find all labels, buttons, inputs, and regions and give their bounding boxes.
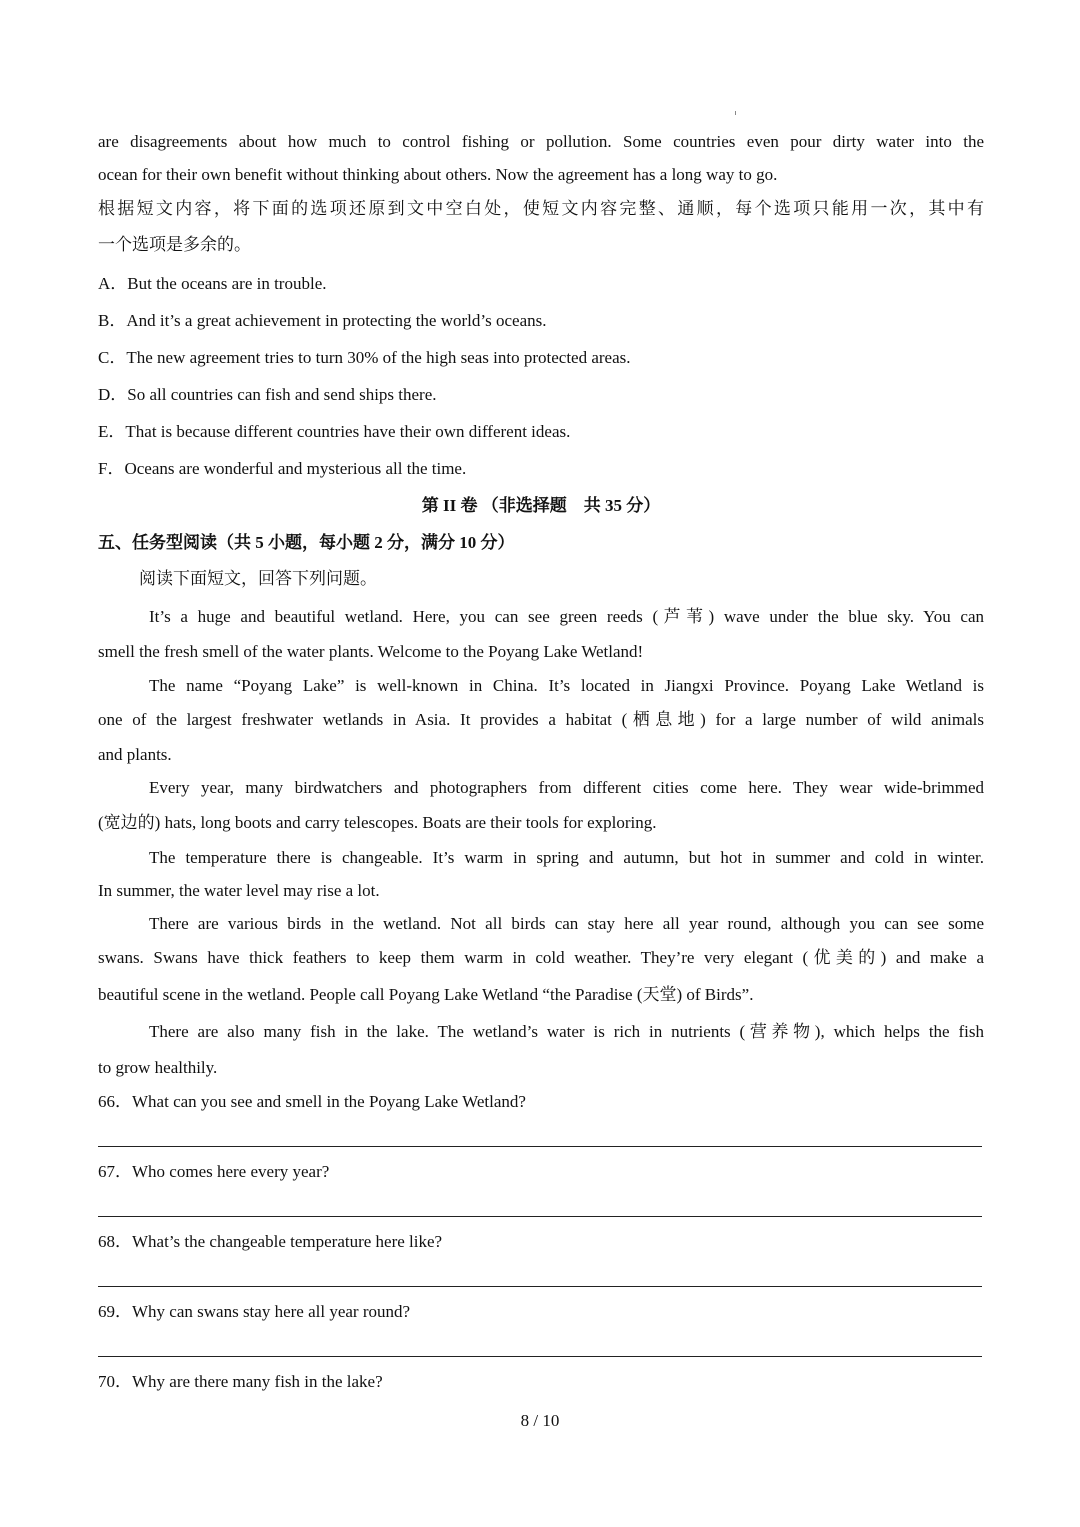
answer-line-67[interactable] xyxy=(98,1216,982,1217)
article-p4-line-1: The temperature there is changeable. It’s warm in spring and autumn, but hot in summer and cold in winter. xyxy=(149,848,984,867)
article-p6-line-2: to grow healthily. xyxy=(98,1058,218,1077)
option-b: B．And it’s a great achievement in protecting the world’s oceans. xyxy=(98,311,547,330)
article-p1-line-1: It’s a huge and beautiful wetland. Here, you can see green reeds (芦苇) wave under the blue sky. You can xyxy=(149,607,984,626)
passage-end-line-2: ocean for their own benefit without thinking about others. Now the agreement has a long way to go. xyxy=(98,165,778,184)
page-number: 8 / 10 xyxy=(520,1411,560,1430)
passage-end-line-1: are disagreements about how much to control fishing or pollution. Some countries even pour dirty water into the xyxy=(98,132,984,151)
scan-mark xyxy=(735,111,736,115)
article-p6-line-1: There are also many fish in the lake. The wetland’s water is rich in nutrients (营养物), which helps the fish xyxy=(149,1022,984,1041)
article-p4-line-2: In summer, the water level may rise a lot. xyxy=(98,881,380,900)
option-c: C．The new agreement tries to turn 30% of the high seas into protected areas. xyxy=(98,348,631,367)
section-instruction: 阅读下面短文，回答下列问题。 xyxy=(139,569,377,588)
article-p1-line-2: smell the fresh smell of the water plants. Welcome to the Poyang Lake Wetland! xyxy=(98,642,644,661)
instruction-line-2: 一个选项是多余的。 xyxy=(98,235,251,254)
answer-line-68[interactable] xyxy=(98,1286,982,1287)
question-70: 70．Why are there many fish in the lake? xyxy=(98,1372,383,1391)
answer-line-66[interactable] xyxy=(98,1146,982,1147)
section-title: 五、任务型阅读（共 5 小题，每小题 2 分，满分 10 分） xyxy=(98,533,515,552)
article-p3-line-1: Every year, many birdwatchers and photographers from different cities come here. They wear wide-brimmed xyxy=(149,778,984,797)
option-f: F．Oceans are wonderful and mysterious all the time. xyxy=(98,459,467,478)
question-68: 68．What’s the changeable temperature here like? xyxy=(98,1232,443,1251)
part-heading: 第 II 卷 （非选择题 共 35 分） xyxy=(421,496,661,515)
article-p5-line-1: There are various birds in the wetland. Not all birds can stay here all year round, although you can see some xyxy=(149,914,984,933)
question-66: 66．What can you see and smell in the Poyang Lake Wetland? xyxy=(98,1092,526,1111)
article-p2-line-3: and plants. xyxy=(98,745,172,764)
option-e: E．That is because different countries have their own different ideas. xyxy=(98,422,571,441)
article-p5-line-2: swans. Swans have thick feathers to keep them warm in cold weather. They’re very elegant (优美的) and make a xyxy=(98,948,984,967)
option-d: D．So all countries can fish and send ships there. xyxy=(98,385,437,404)
article-p3-line-2: (宽边的) hats, long boots and carry telescopes. Boats are their tools for exploring. xyxy=(98,813,657,832)
instruction-line-1: 根据短文内容，将下面的选项还原到文中空白处，使短文内容完整、通顺，每个选项只能用一次，其中有 xyxy=(98,199,984,218)
question-69: 69．Why can swans stay here all year round? xyxy=(98,1302,411,1321)
article-p2-line-1: The name “Poyang Lake” is well-known in China. It’s located in Jiangxi Province. Poyang Lake Wetland is xyxy=(149,676,984,695)
option-a: A．But the oceans are in trouble. xyxy=(98,274,327,293)
article-p2-line-2: one of the largest freshwater wetlands in Asia. It provides a habitat (栖息地) for a large number of wild animals xyxy=(98,710,984,729)
question-67: 67．Who comes here every year? xyxy=(98,1162,330,1181)
article-p5-line-3: beautiful scene in the wetland. People call Poyang Lake Wetland “the Paradise (天堂) of Birds”. xyxy=(98,985,754,1004)
answer-line-69[interactable] xyxy=(98,1356,982,1357)
